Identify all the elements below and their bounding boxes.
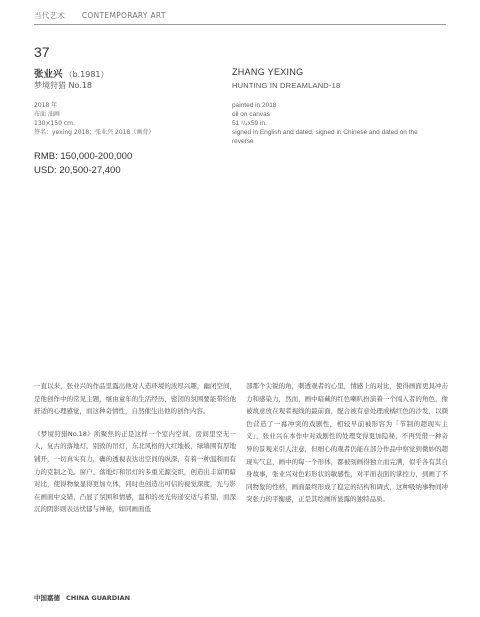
running-header xyxy=(34,10,180,21)
signature-en-line-1: signed in English and dated, signed in Chinese and dated on the xyxy=(232,129,418,136)
essay-paragraph: 一直以来，张业兴的作品里露出他对人造环境的浓厚兴趣，幽闭空间，是他创作中的常见主题，继由童年的生活经历，密闭的氛围要能带给他舒适的心理感觉，而这种奇情性，自然催生出他的创作内容。 xyxy=(34,382,236,416)
section-label-en: CONTEMPORARY ART xyxy=(81,11,166,20)
header-rule xyxy=(34,24,446,25)
page-footer xyxy=(34,593,136,602)
essay-paragraph: 《梦境狩猎No.18》所聚焦的正是这样一个室内空间，房间里空无一人，复古的落地灯，别致的吊灯，东北风格的大红地板，绿墙围有厚地铺开，一切真实有力，确的透视表达出空间的纵深，有着一种温和而有力的克制之美。窗户、落地灯和吊灯的多重光源交织，创造出丰富明暗对比，使得物象显得更加立体，同时也创造出可信的视觉深度，光与影在画面中交错，凸显了氛围和情感，温和的亮光传递安适与希望，而深沉的阴影则表达忧郁与神秘，如同画面低 xyxy=(34,429,236,514)
price-rmb: RMB: 150,000-200,000 xyxy=(34,151,133,162)
artist-name-cn xyxy=(34,66,109,80)
footer-brand-cn: 中国嘉德 xyxy=(34,594,60,602)
signature-en-line-2: reverse xyxy=(232,138,254,145)
signature-cn: 签名：yexing 2018；张业兴 2018（画背） xyxy=(34,129,155,136)
artist-dates: （b.1981） xyxy=(64,70,109,79)
size-en: 51 ¹/₄x59 in. xyxy=(232,120,267,127)
section-label-cn: 当代艺术 xyxy=(34,11,66,20)
footer-brand-en: CHINA GUARDIAN xyxy=(66,594,131,602)
painted-en: painted in 2018 xyxy=(232,102,277,109)
medium-cn: 布面 油画 xyxy=(34,111,60,118)
size-cn: 130×150 cm. xyxy=(34,120,75,127)
artwork-title-en: HUNTING IN DREAMLAND-18 xyxy=(232,81,341,90)
year-cn: 2018 年 xyxy=(34,102,58,109)
artwork-title-cn: 梦境狩猎 No.18 xyxy=(34,81,93,90)
essay-column-left xyxy=(34,380,236,526)
artist-name-en: ZHANG YEXING xyxy=(232,67,304,77)
lot-number: 37 xyxy=(34,44,50,60)
essay-column-right xyxy=(246,380,448,516)
price-usd: USD: 20,500-27,400 xyxy=(34,165,121,176)
essay-paragraph: 部那个尖锐的角，刺透观者的心里，情感上的对比，使得画面更具冲击力和感染力，然而，画中暗藏的红色喇叭扮演着一个闯入者的角色，像被故意放在观者视线的最前面，配合被有意处理成橘红色的沙发，以颜色营造了一幕冲突的戏剧性，相较早前被形容为「节制的超现实主义」，张业兴在本作中对戏剧性的处理变得更加隐秘，不再凭借一种奇异的景观来引人注意，但细心的观者仍能在部分作品中察觉到微妙的超现实气息，画中的每一个形体，都被刻画得独立而完满，似乎各有其自身故事，张业兴对色彩形状的敏感性，对平面表面的掌控力，到画了不同物象的性格，画面最终形成了稳定的结构和调式，这种吸纳事物间冲突张力的平衡感，正是其绘画所显露的独特品质。 xyxy=(246,382,448,504)
artist-name-cn-text: 张业兴 xyxy=(34,69,63,80)
medium-en: oil on canvas xyxy=(232,111,270,118)
